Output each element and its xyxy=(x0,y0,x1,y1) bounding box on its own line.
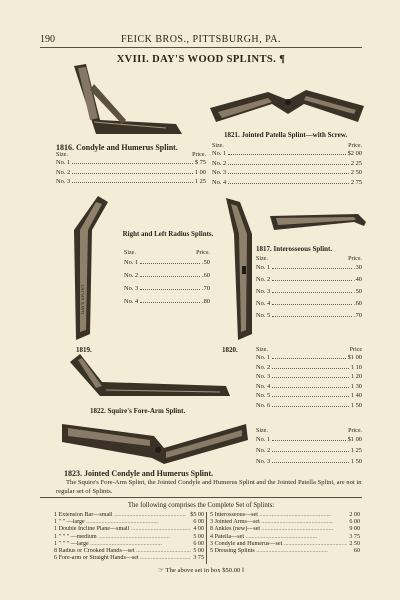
summary-item: 5 Interosseous—set ..... 2 00 xyxy=(210,512,360,519)
table-row: No. 3 .50 xyxy=(256,288,362,295)
table-row: No. 3 2 50 xyxy=(212,169,362,176)
page-number: 190 xyxy=(40,34,55,45)
table-row: No. 1 $1 00 xyxy=(256,354,362,361)
summary-item: 1 " " —large ..... 6 00 xyxy=(54,519,204,526)
patella-price-table: Size. Price. No. 1 $2 00 No. 2 2 25 No. 3 2 50 No. 4 2 75 xyxy=(212,143,362,186)
table-row: No. 3 1 25 xyxy=(56,178,206,185)
summary-divider xyxy=(206,512,207,564)
section-title: XVIII. DAY'S WOOD SPLINTS. ¶ xyxy=(116,54,286,65)
summary-item: 4 Patella—set ..... 3 75 xyxy=(210,534,360,541)
table-row: No. 5 1 40 xyxy=(256,392,362,399)
caption-1817: 1817. Interosseous Splint. xyxy=(256,245,333,253)
caption-1816: 1816. Condyle and Humerus Splint. xyxy=(56,143,178,152)
table-row: No. 1 $1 00 xyxy=(256,436,362,443)
summary-item: 1 " " " —large ..... 6 00 xyxy=(54,541,204,548)
jointed-price-table: Size. Price. No. 1 $1 00 No. 2 1 25 No. 3 1 50 xyxy=(256,428,362,465)
summary-footer: ☞ The above set in box $50.00 ‖ xyxy=(158,567,244,574)
summary-item: 5 Dressing Splints ..... 60 xyxy=(210,548,360,555)
summary-item: 6 Fore-arm or Straight Hands—set ..... 3 75 xyxy=(54,555,204,562)
summary-item: 3 Condyle and Humerus—set ..... 2 50 xyxy=(210,541,360,548)
publisher-name: FEICK BROS., PITTSBURGH, PA. xyxy=(120,34,282,45)
table-row: No. 1 $2 00 xyxy=(212,150,362,157)
summary-heading: The following comprises the Complete Set of Splints: xyxy=(127,502,275,509)
summary-item: 1 " " " —medium ..... 5 00 xyxy=(54,534,204,541)
radius-price-table: Size. Price. No. 1 .50 No. 2 .60 No. 3 .70 No. 4 .80 xyxy=(124,250,210,308)
table-row: No. 2 .60 xyxy=(124,272,210,279)
table-row: No. 2 1 25 xyxy=(256,447,362,454)
jointed-condyle-humerus-splint-illustration xyxy=(60,418,250,468)
summary-right-column xyxy=(210,512,360,555)
table-row: No. 1 .30 xyxy=(256,264,362,271)
summary-item: 8 Ankles (new)—set ..... 9 00 xyxy=(210,526,360,533)
caption-radius-splints: Right and Left Radius Splints. xyxy=(122,230,214,238)
description-text: The Squire's Fore-Arm Splint, the Jointed Condyle and Humerus Splint and the Jointed Patella Splint, are not in regular set of Splints. xyxy=(56,479,362,495)
table-row: No. 4 1 30 xyxy=(256,382,362,390)
summary-item: 3 Jointed Arms—set ..... 6 00 xyxy=(210,519,360,526)
table-row: No. 4 .60 xyxy=(256,300,362,307)
table-row: No. 2 1 00 xyxy=(56,168,206,176)
interosseous-price-table: Size. Price. No. 1 .30 No. 2 .40 No. 3 .50 No. 4 .60 No. 5 .70 xyxy=(256,256,362,322)
table-row: No. 3 1 50 xyxy=(256,458,362,465)
header-rule xyxy=(40,47,362,48)
caption-1820: 1820. xyxy=(222,346,238,354)
table-row: No. 2 2 25 xyxy=(212,159,362,167)
table-row: No. 3 1 20 xyxy=(256,373,362,380)
squire-price-table: Size. Price No. 1 $1 00 No. 2 1 10 No. 3 1 20 No. 4 1 30 No. 5 1 40 No. 6 1 50 xyxy=(256,347,362,409)
summary-item: 1 Extension Bar—small ..... $5 00 xyxy=(54,512,204,519)
condyle-price-table: Size. Price. No. 1 $ 75 No. 2 1 00 No. 3 1 25 xyxy=(56,152,206,185)
table-row: No. 4 .80 xyxy=(124,298,210,305)
summary-left-column xyxy=(54,512,204,562)
table-row: No. 1 .50 xyxy=(124,259,210,266)
table-row: No. 4 2 75 xyxy=(212,178,362,186)
table-row: No. 2 1 10 xyxy=(256,363,362,371)
caption-1822: 1822. Squire's Fore-Arm Splint. xyxy=(90,407,186,415)
table-row: No. 1 $ 75 xyxy=(56,159,206,166)
caption-1819: 1819. xyxy=(76,346,92,354)
table-row: No. 5 .70 xyxy=(256,312,362,319)
table-row: No. 6 1 50 xyxy=(256,401,362,409)
condyle-humerus-splint-illustration xyxy=(66,62,206,142)
jointed-patella-splint-illustration xyxy=(208,80,368,130)
svg-text:DAY'S SPLINT: DAY'S SPLINT xyxy=(80,284,85,314)
interosseous-splint-illustration xyxy=(268,208,368,244)
radius-splint-left-illustration xyxy=(70,194,110,342)
summary-item: 1 Double Incline Plane—small ..... 4 00 xyxy=(54,526,204,533)
caption-1823: 1823. Jointed Condyle and Humerus Splint. xyxy=(64,469,214,478)
caption-1821: 1821. Jointed Patella Splint—with Screw. xyxy=(224,131,348,139)
summary-rule xyxy=(40,497,362,498)
table-row: No. 2 .40 xyxy=(256,276,362,283)
radius-splint-right-illustration xyxy=(222,196,258,342)
table-row: No. 3 .70 xyxy=(124,285,210,292)
squire-forearm-splint-illustration xyxy=(66,352,236,408)
summary-item: 8 Radius or Crooked Hands—set ..... 5 00 xyxy=(54,548,204,555)
